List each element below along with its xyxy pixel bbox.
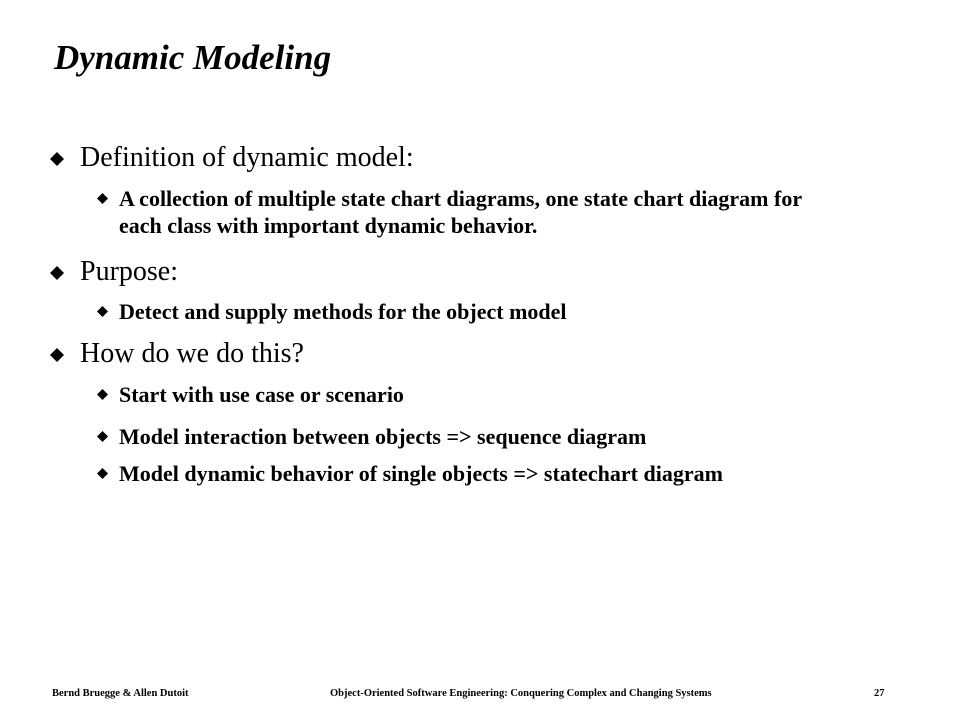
bullet-purpose: Purpose: bbox=[80, 256, 178, 287]
sub-bullet-start: Start with use case or scenario bbox=[119, 382, 404, 407]
diamond-bullet-icon bbox=[97, 431, 108, 442]
diamond-bullet-icon bbox=[50, 266, 64, 280]
footer-page-number: 27 bbox=[874, 688, 885, 699]
bullet-definition: Definition of dynamic model: bbox=[80, 142, 414, 173]
sub-bullet-definition: A collection of multiple state chart diagrams, one state chart diagram for each class with important dynamic behavior. bbox=[119, 186, 802, 238]
footer-book-title: Object-Oriented Software Engineering: Conquering Complex and Changing Systems bbox=[330, 688, 712, 699]
diamond-bullet-icon bbox=[97, 389, 108, 400]
diamond-bullet-icon bbox=[97, 193, 108, 204]
bullet-how: How do we do this? bbox=[80, 338, 304, 369]
diamond-bullet-icon bbox=[50, 348, 64, 362]
footer-authors: Bernd Bruegge & Allen Dutoit bbox=[52, 688, 189, 699]
sub-bullet-purpose: Detect and supply methods for the object model bbox=[119, 299, 567, 324]
diamond-bullet-icon bbox=[50, 152, 64, 166]
sub-bullet-interaction: Model interaction between objects => sequence diagram bbox=[119, 424, 647, 449]
sub-bullet-behavior: Model dynamic behavior of single objects => statechart diagram bbox=[119, 461, 723, 486]
diamond-bullet-icon bbox=[97, 468, 108, 479]
diamond-bullet-icon bbox=[97, 306, 108, 317]
slide-title: Dynamic Modeling bbox=[54, 38, 332, 77]
